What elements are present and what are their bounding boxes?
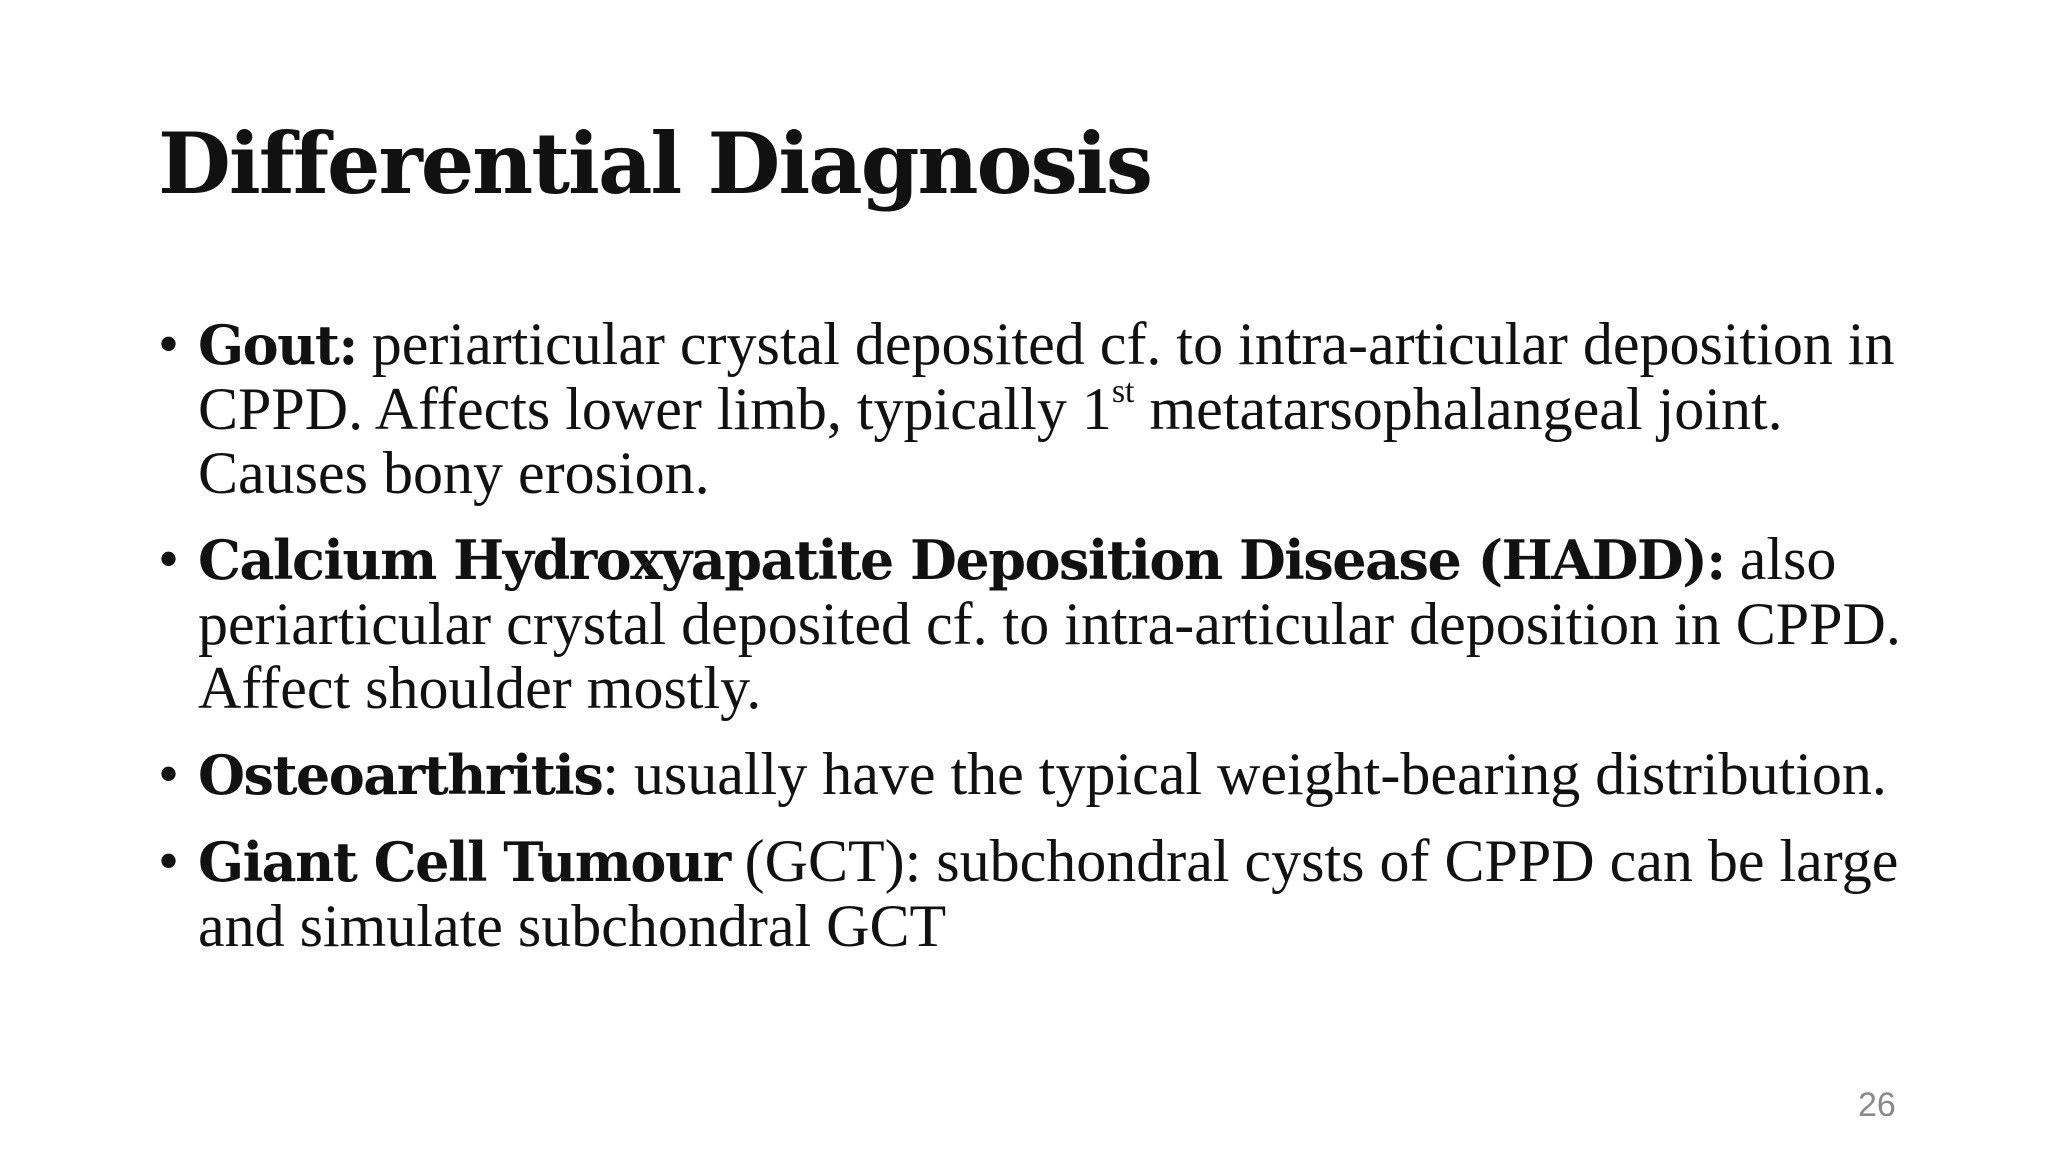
item-text: (GCT): subchondral cysts of CPPD can be large and simulate subchondral GCT: [198, 828, 1899, 959]
bullet-icon: •: [158, 526, 180, 592]
slide-title: Differential Diagnosis: [158, 114, 1152, 213]
list-item-hadd: [150, 527, 1930, 720]
item-text: also periarticular crystal deposited cf. to intra-articular deposition in CPPD. Affect shoulder mostly.: [198, 526, 1901, 721]
page-number: 26: [1858, 1086, 1896, 1124]
bullet-icon: •: [158, 741, 180, 807]
bullet-icon: •: [158, 311, 180, 377]
list-item-osteoarthritis: [150, 742, 1930, 807]
term-hadd: Calcium Hydroxyapatite Deposition Disease (HADD):: [198, 528, 1725, 592]
term-gout: Gout:: [198, 313, 357, 377]
item-text: metatarsophalangeal joint. Causes bony erosion.: [198, 376, 1783, 506]
bullet-icon: •: [158, 828, 180, 894]
list-item-gout: [150, 312, 1930, 505]
list-item-gct: [150, 829, 1930, 958]
term-gct: Giant Cell Tumour: [198, 830, 730, 894]
superscript: st: [1111, 373, 1135, 410]
item-text: : usually have the typical weight-bearing distribution.: [602, 741, 1887, 807]
item-text: periarticular crystal deposited cf. to intra-articular deposition in CPPD. Affects lower limb, typically 1: [198, 311, 1895, 442]
bullet-list: [150, 312, 1930, 980]
term-osteoarthritis: Osteoarthritis: [198, 743, 603, 807]
